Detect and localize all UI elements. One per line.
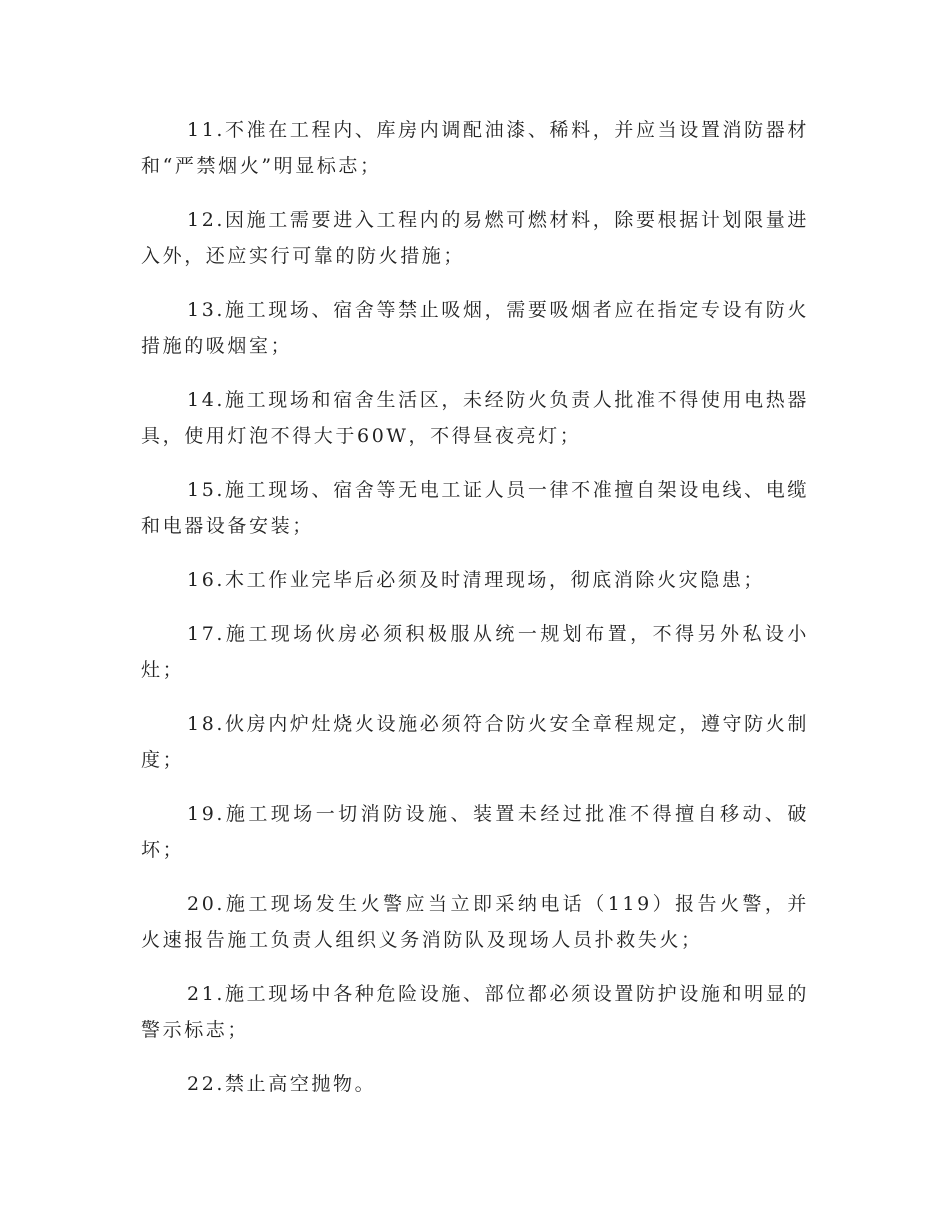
clause-20: 20.施工现场发生火警应当立即采纳电话（119）报告火警，并火速报告施工负责人组织义务消防队及现场人员扑救失火；: [141, 893, 809, 951]
document-page: [141, 112, 809, 1120]
clause-17: 17.施工现场伙房必须积极服从统一规划布置，不得另外私设小灶；: [141, 623, 809, 681]
clause-18: 18.伙房内炉灶烧火设施必须符合防火安全章程规定，遵守防火制度；: [141, 713, 809, 771]
clause-22: 22.禁止高空抛物。: [187, 1073, 377, 1095]
clause-21: 21.施工现场中各种危险设施、部位都必须设置防护设施和明显的警示标志；: [141, 983, 809, 1041]
clause-15: 15.施工现场、宿舍等无电工证人员一律不准擅自架设电线、电缆和电器设备安装；: [141, 479, 809, 537]
clause-19: 19.施工现场一切消防设施、装置未经过批准不得擅自移动、破坏；: [141, 803, 809, 861]
clause-11: 11.不准在工程内、库房内调配油漆、稀料，并应当设置消防器材和“严禁烟火”明显标志；: [141, 119, 809, 177]
clause-12: 12.因施工需要进入工程内的易燃可燃材料，除要根据计划限量进入外，还应实行可靠的防火措施；: [141, 209, 809, 267]
clause-13: 13.施工现场、宿舍等禁止吸烟，需要吸烟者应在指定专设有防火措施的吸烟室；: [141, 299, 809, 357]
clause-14: 14.施工现场和宿舍生活区，未经防火负责人批准不得使用电热器具，使用灯泡不得大于60W，不得昼夜亮灯；: [141, 389, 809, 447]
clause-16: 16.木工作业完毕后必须及时清理现场，彻底消除火灾隐患；: [187, 569, 766, 591]
